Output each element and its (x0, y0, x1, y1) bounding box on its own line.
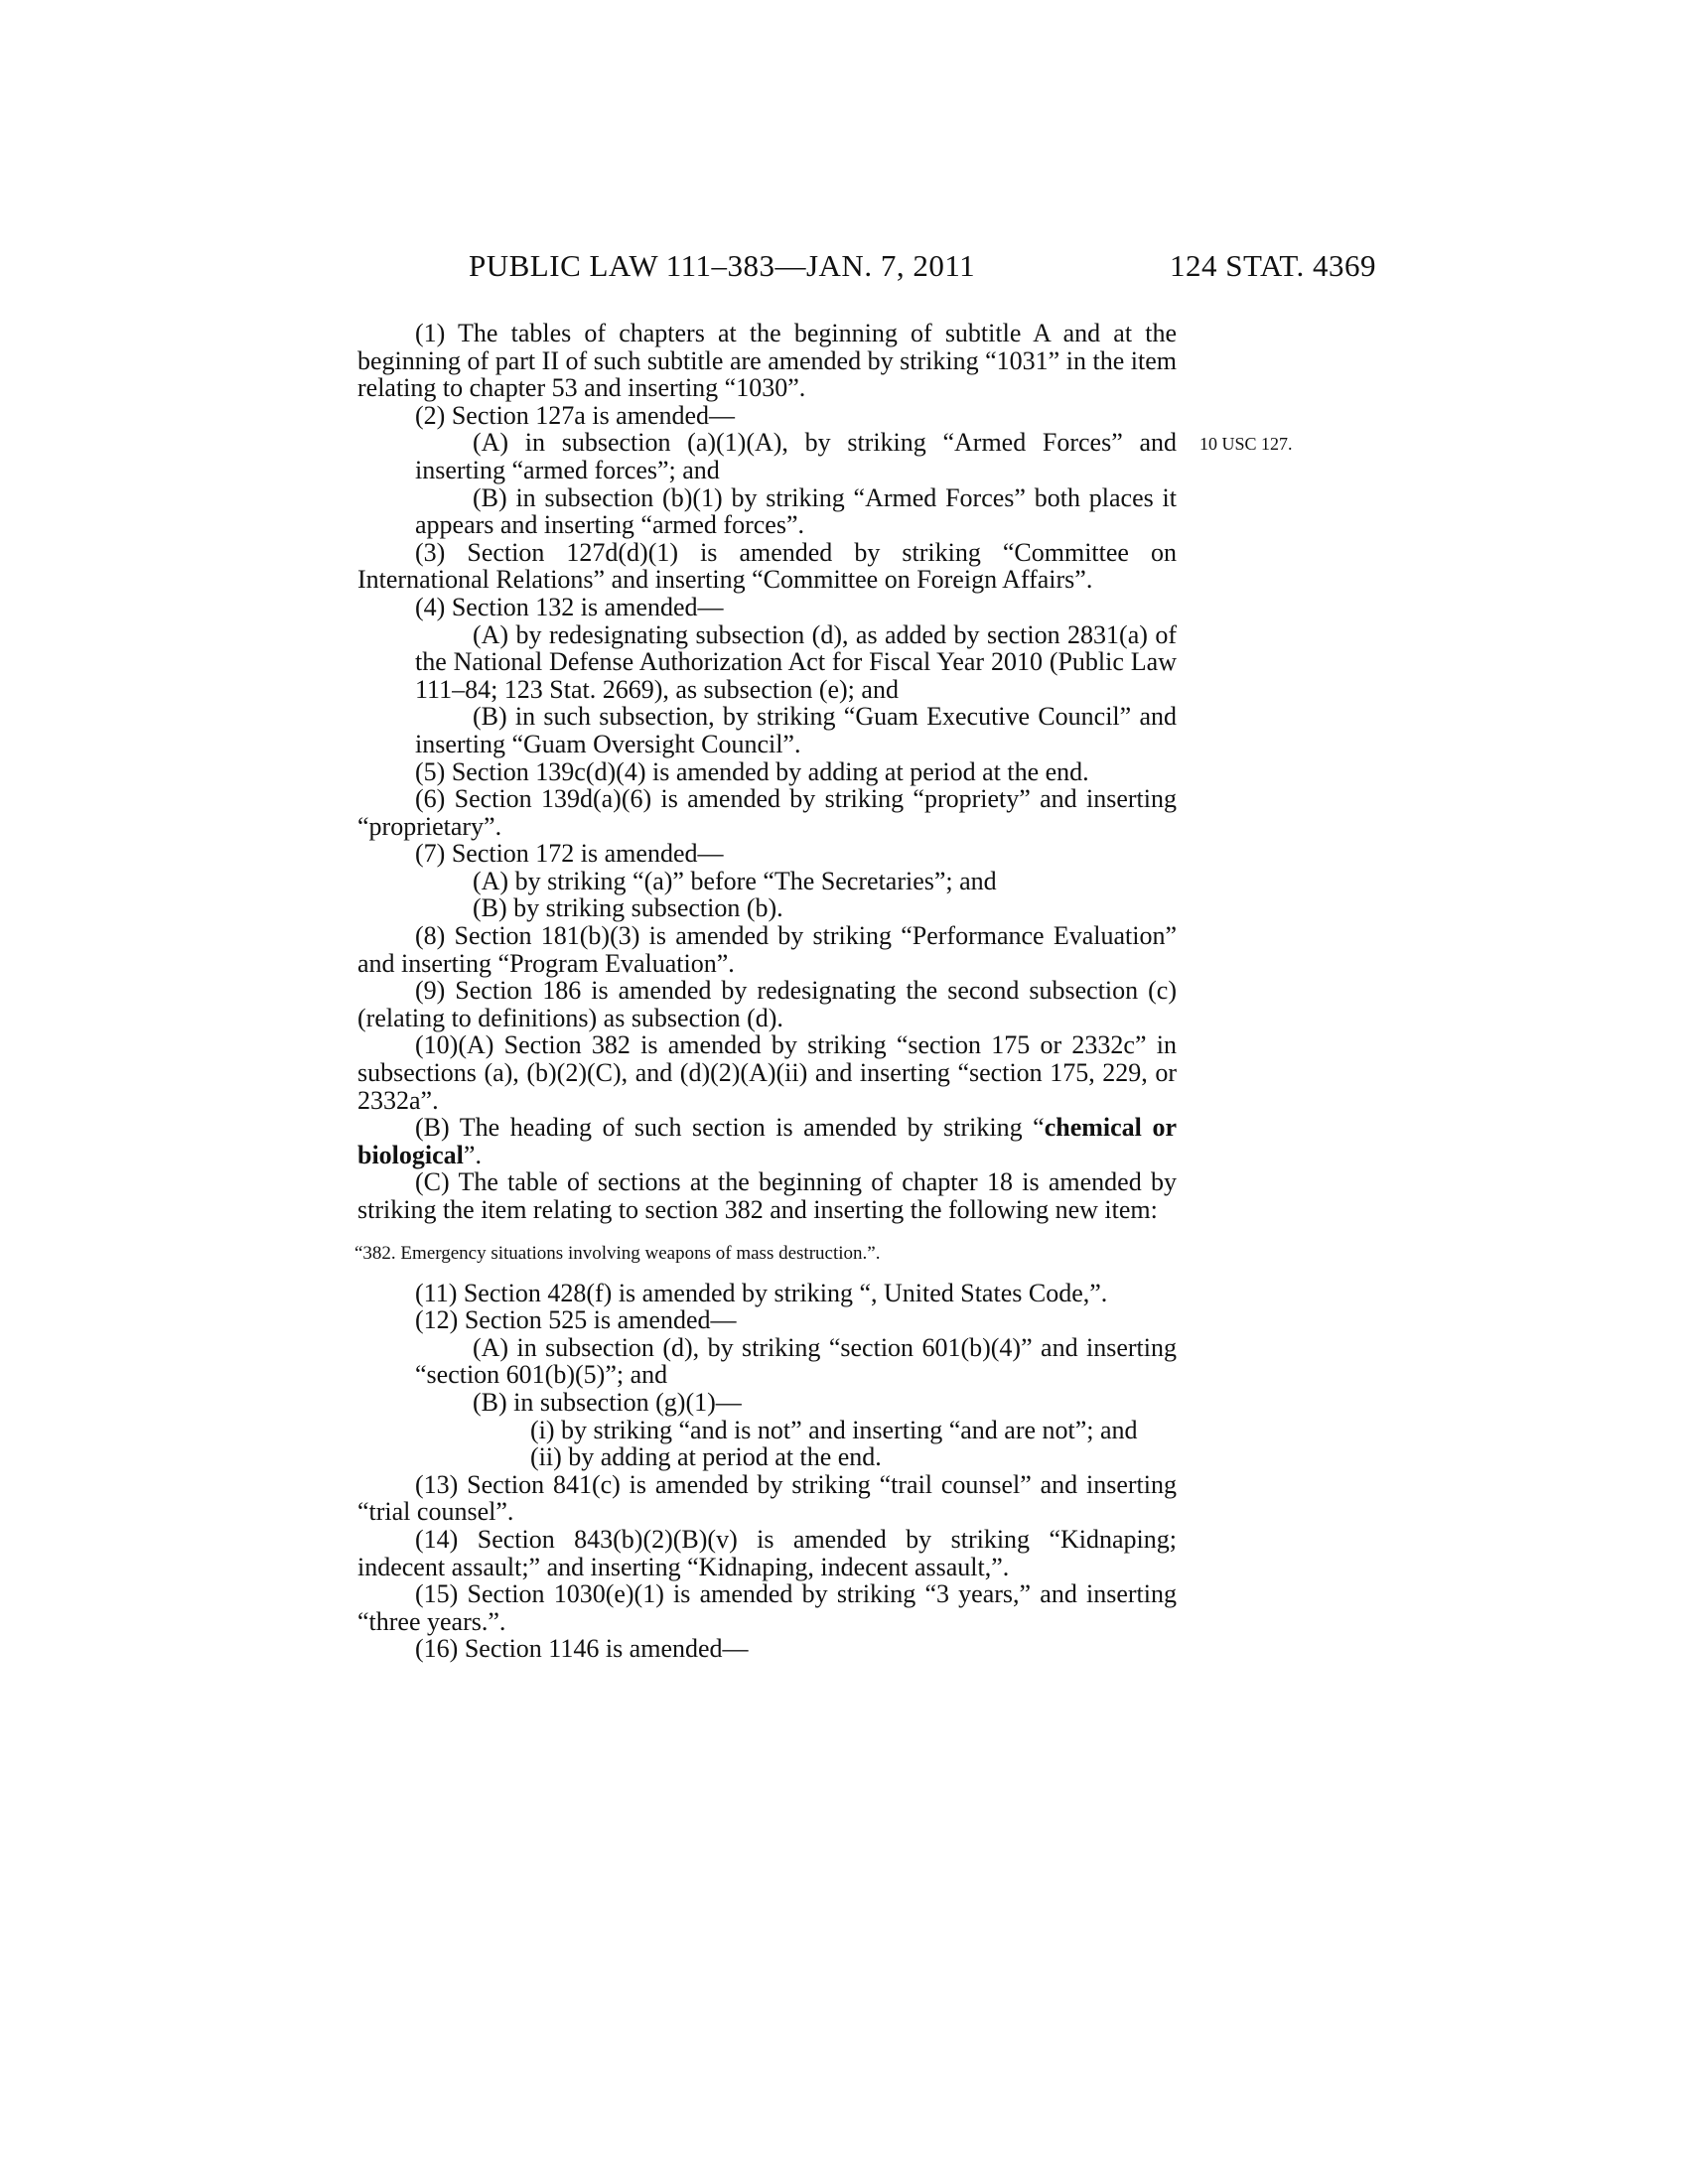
paragraph-15: (15) Section 1030(e)(1) is amended by striking “3 years,” and inserting “three years.”. (357, 1579, 1177, 1636)
page-header-right: 124 STAT. 4369 (1170, 248, 1377, 283)
paragraph-10a: (10)(A) Section 382 is amended by striking “section 175 or 2332c” in subsections (a), (b)(2)(C), and (d)(2)(A)(ii) and inserting “section 175, 229, or 2332a”. (357, 1030, 1177, 1115)
paragraph-7a: (A) by striking “(a)” before “The Secretaries”; and (473, 866, 997, 895)
paragraph-14: (14) Section 843(b)(2)(B)(v) is amended by striking “Kidnaping; indecent assault;” and inserting “Kidnaping, indecent assault,”. (357, 1524, 1177, 1581)
paragraph-6: (6) Section 139d(a)(6) is amended by striking “propriety” and inserting “proprietary”. (357, 784, 1177, 841)
paragraph-10b-post: ”. (463, 1140, 482, 1169)
paragraph-13: (13) Section 841(c) is amended by striking “trail counsel” and inserting “trial counsel”. (357, 1469, 1177, 1527)
paragraph-10c: (C) The table of sections at the beginning of chapter 18 is amended by striking the item relating to section 382 and inserting the following new item: (357, 1167, 1177, 1224)
paragraph-8: (8) Section 181(b)(3) is amended by striking “Performance Evaluation” and inserting “Program Evaluation”. (357, 921, 1177, 978)
margin-note: 10 USC 127. (1199, 434, 1293, 454)
paragraph-12b-ii: (ii) by adding at period at the end. (530, 1442, 882, 1472)
paragraph-11: (11) Section 428(f) is amended by striking “, United States Code,”. (415, 1278, 1108, 1307)
paragraph-1: (1) The tables of chapters at the beginning of subtitle A and at the beginning of part II of such subtitle are amended by striking “1031” in the item relating to chapter 53 and inserting “1030”. (357, 319, 1177, 403)
body-text (354, 319, 1177, 1664)
paragraph-2: (2) Section 127a is amended— (415, 400, 736, 430)
paragraph-4b: (B) in such subsection, by striking “Guam Executive Council” and inserting “Guam Oversight Council”. (415, 702, 1177, 758)
paragraph-9: (9) Section 186 is amended by redesignating the second subsection (c) (relating to definitions) as subsection (d). (357, 976, 1177, 1032)
paragraph-12: (12) Section 525 is amended— (415, 1305, 737, 1335)
paragraph-3: (3) Section 127d(d)(1) is amended by striking “Committee on International Relations” and inserting “Committee on Foreign Affairs”. (357, 537, 1177, 595)
table-item-382: “382. Emergency situations involving weapons of mass destruction.”. (354, 1242, 881, 1264)
paragraph-16: (16) Section 1146 is amended— (415, 1634, 749, 1664)
paragraph-12a: (A) in subsection (d), by striking “section 601(b)(4)” and inserting “section 601(b)(5)”; and (415, 1332, 1177, 1390)
paragraph-10b (357, 1114, 1177, 1168)
paragraph-7b: (B) by striking subsection (b). (473, 893, 783, 923)
paragraph-5: (5) Section 139c(d)(4) is amended by adding at period at the end. (415, 756, 1089, 786)
paragraph-12b: (B) in subsection (g)(1)— (473, 1387, 742, 1417)
paragraph-10b-pre: (B) The heading of such section is amended by striking “ (415, 1113, 1045, 1143)
paragraph-7: (7) Section 172 is amended— (415, 839, 724, 869)
paragraph-2a-text: (A) in subsection (a)(1)(A), by striking “Armed Forces” and inserting “armed forces”; and (415, 428, 1177, 484)
paragraph-4a: (A) by redesignating subsection (d), as added by section 2831(a) of the National Defense Authorization Act for Fiscal Year 2010 (Public Law 111–84; 123 Stat. 2669), as subsection (e); and (415, 619, 1177, 704)
paragraph-10b-bold: chemical or biological (357, 1113, 1177, 1169)
paragraph-4: (4) Section 132 is amended— (415, 592, 724, 621)
page-header-left: PUBLIC LAW 111–383—JAN. 7, 2011 (469, 248, 976, 283)
paragraph-12b-i: (i) by striking “and is not” and inserting “and are not”; and (530, 1415, 1138, 1444)
paragraph-2b: (B) in subsection (b)(1) by striking “Armed Forces” both places it appears and inserting “armed forces”. (415, 482, 1177, 540)
